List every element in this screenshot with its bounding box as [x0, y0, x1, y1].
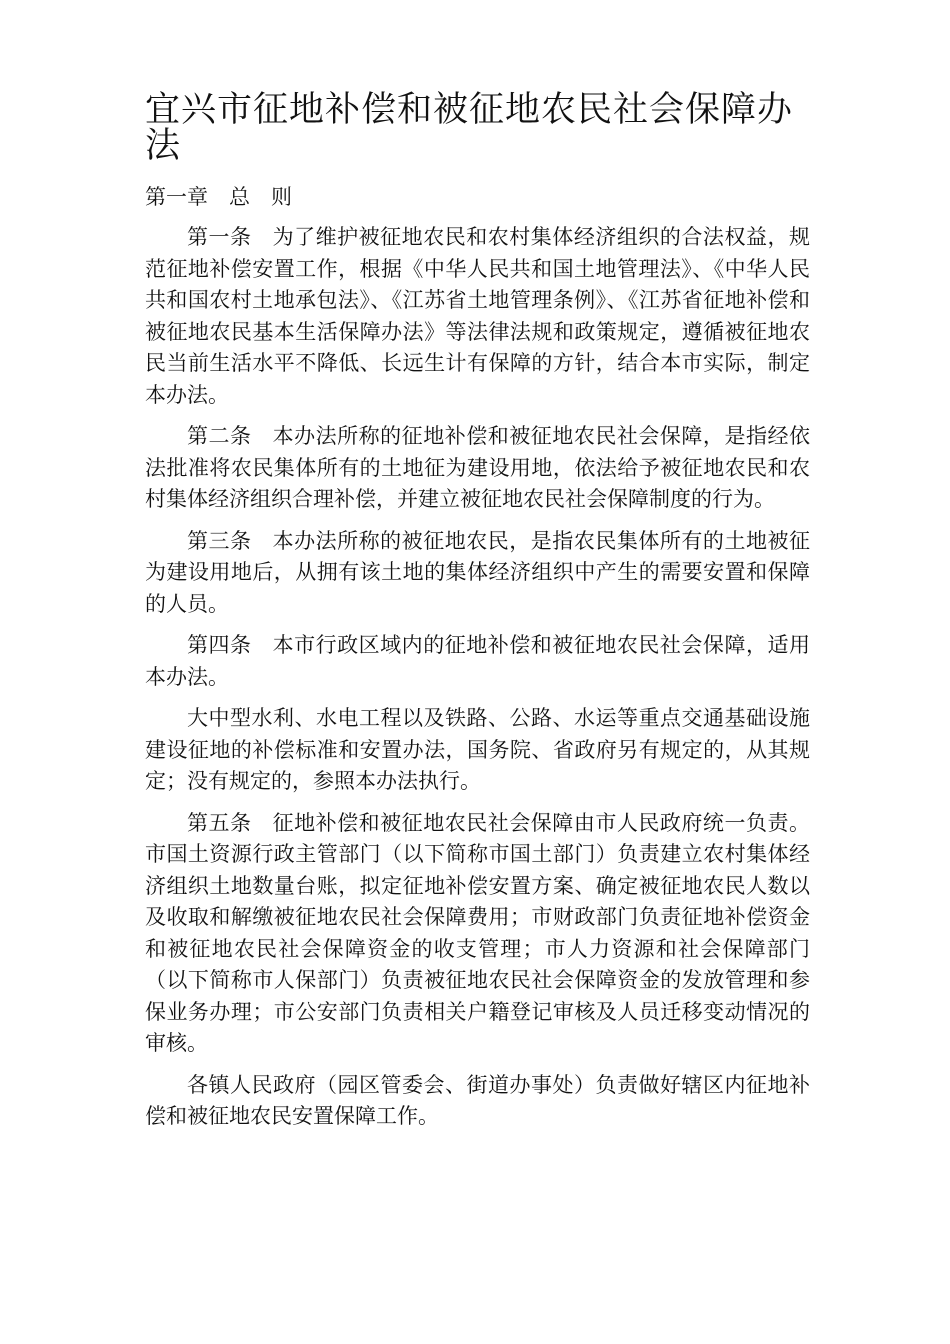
- article-5-paragraph-2: [145, 1070, 810, 1133]
- article-label: 第三条: [187, 528, 252, 553]
- article-5: [145, 808, 810, 1060]
- article-text: 为了维护被征地农民和农村集体经济组织的合法权益，规范征地补偿安置工作，根据《中华人民共和国土地管理法》、《中华人民共和国农村土地承包法》、《江苏省土地管理条例》、《江苏省征地补偿和被征地农民基本生活保障办法》等法律法规和政策规定，遵循被征地农民当前生活水平不降低、长远生计有保障的方针，结合本市实际，制定本办法。: [145, 225, 811, 407]
- article-text: 本市行政区域内的征地补偿和被征地农民社会保障，适用本办法。: [145, 633, 811, 689]
- article-4: [145, 630, 810, 693]
- article-text: 征地补偿和被征地农民社会保障由市人民政府统一负责。市国土资源行政主管部门（以下简称市国土部门）负责建立农村集体经济组织土地数量台账，拟定征地补偿安置方案、确定被征地农民人数以及收取和解缴被征地农民社会保障费用；市财政部门负责征地补偿资金和被征地农民社会保障资金的收支管理；市人力资源和社会保障部门（以下简称市人保部门）负责被征地农民社会保障资金的发放管理和参保业务办理；市公安部门负责相关户籍登记审核及人员迁移变动情况的审核。: [145, 810, 811, 1055]
- paragraph-text: 大中型水利、水电工程以及铁路、公路、水运等重点交通基础设施建设征地的补偿标准和安置办法，国务院、省政府另有规定的，从其规定；没有规定的，参照本办法执行。: [145, 706, 810, 793]
- document-title: 宜兴市征地补偿和被征地农民社会保障办法: [145, 90, 794, 166]
- article-text: 本办法所称的征地补偿和被征地农民社会保障，是指经依法批准将农民集体所有的土地征为建设用地，依法给予被征地农民和农村集体经济组织合理补偿，并建立被征地农民社会保障制度的行为。: [145, 424, 811, 511]
- article-4-paragraph-2: [145, 703, 810, 798]
- chapter-heading: 第一章 总 则: [145, 185, 292, 209]
- article-label: 第四条: [187, 633, 252, 657]
- article-1: [145, 222, 810, 411]
- article-2: [145, 421, 810, 516]
- document-page: [145, 92, 810, 1143]
- article-label: 第五条: [187, 810, 252, 835]
- article-label: 第一条: [187, 225, 252, 249]
- paragraph-text: 各镇人民政府（园区管委会、街道办事处）负责做好辖区内征地补偿和被征地农民安置保障工作。: [145, 1072, 810, 1128]
- article-3: [145, 526, 810, 621]
- article-text: 本办法所称的被征地农民，是指农民集体所有的土地被征为建设用地后，从拥有该土地的集体经济组织中产生的需要安置和保障的人员。: [145, 528, 811, 616]
- article-label: 第二条: [187, 424, 252, 448]
